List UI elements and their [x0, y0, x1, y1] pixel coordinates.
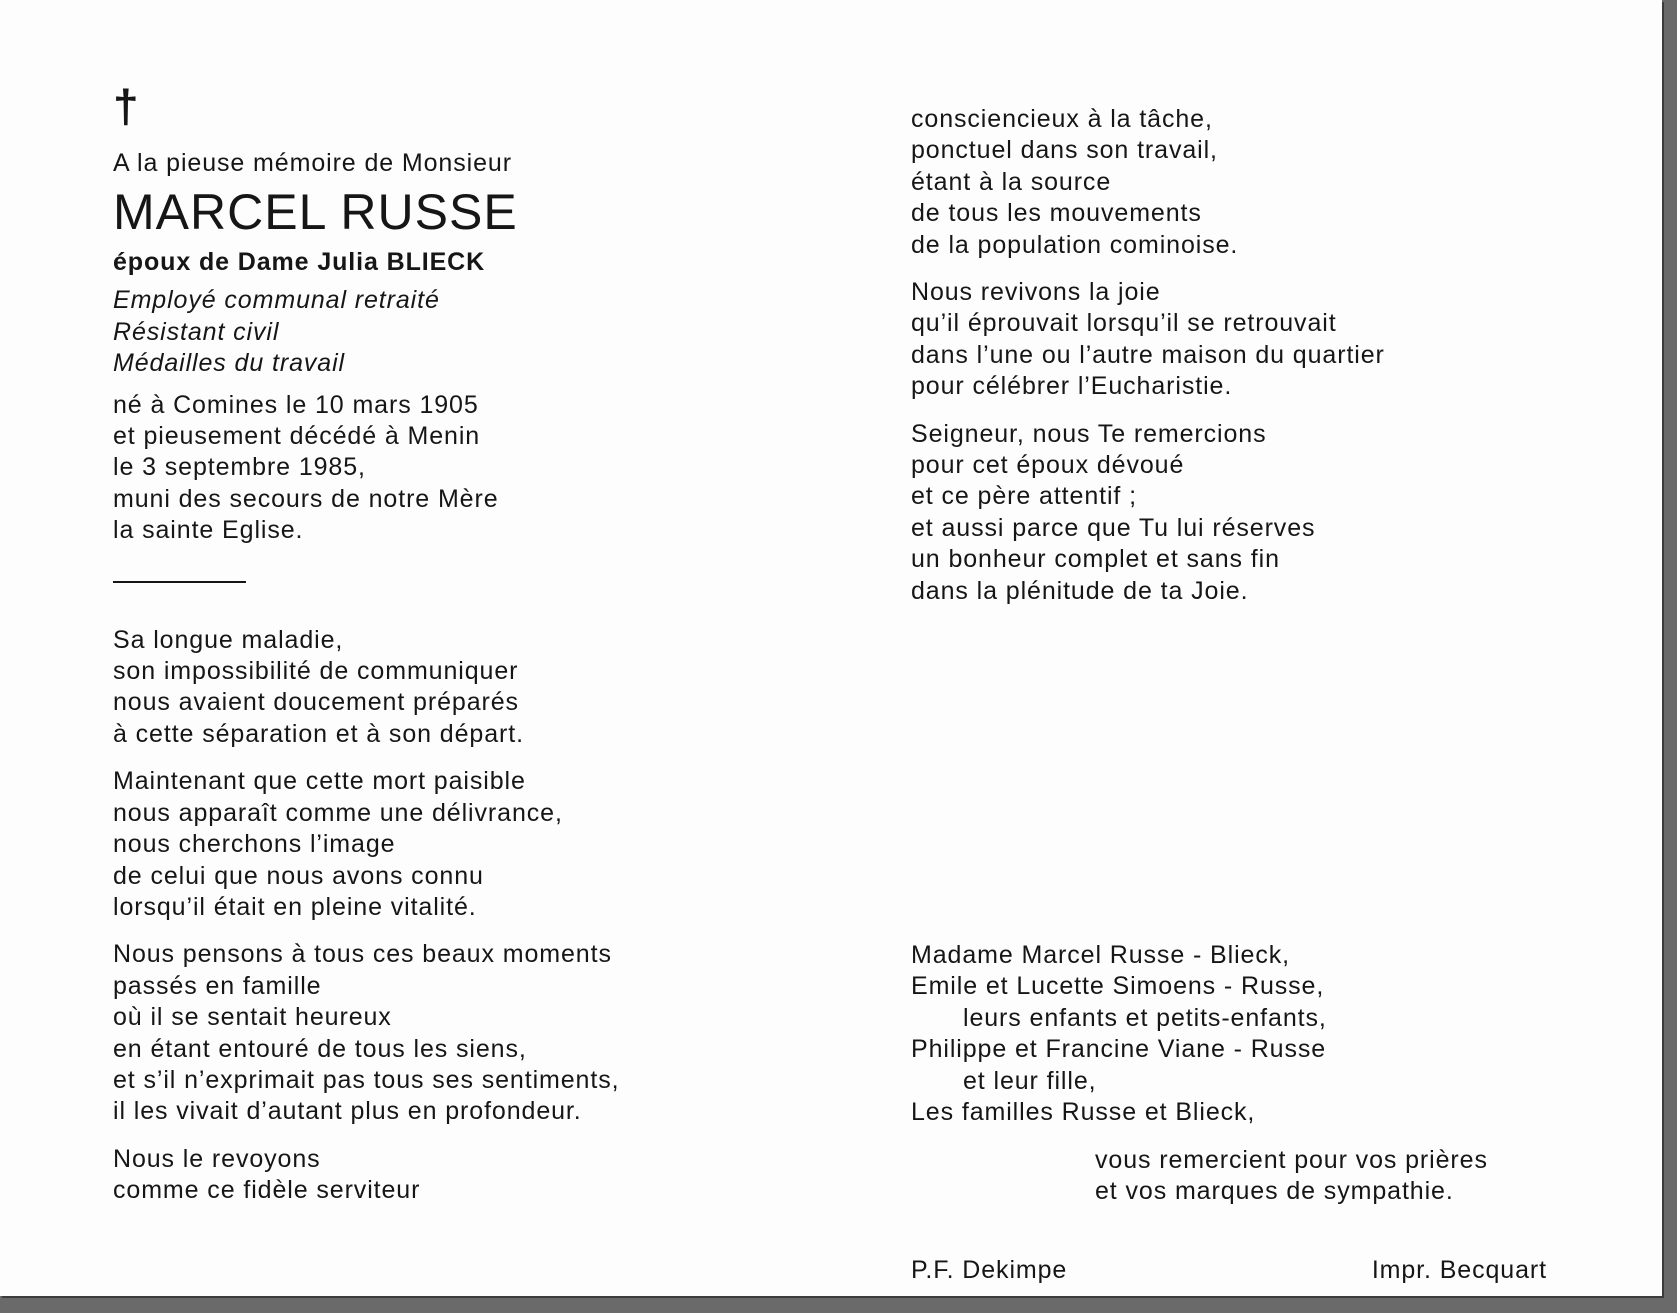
text-line: son impossibilité de communiquer [113, 657, 519, 686]
text-line: et ce père attentif ; [911, 482, 1137, 511]
text-line: pour célébrer l’Eucharistie. [911, 372, 1233, 401]
text-line: nous apparaît comme une délivrance, [113, 798, 563, 827]
text-line: nous avaient doucement préparés [113, 688, 519, 717]
right-column [911, 104, 1611, 623]
text-line: lorsqu’il était en pleine vitalité. [113, 892, 477, 921]
paragraph [113, 625, 873, 751]
text-line: passés en famille [113, 971, 322, 1000]
text-line: à cette séparation et à son départ. [113, 719, 524, 748]
text-line: nous cherchons l’image [113, 830, 396, 859]
text-line: Maintenant que cette mort paisible [113, 767, 526, 796]
family-block [911, 940, 1611, 1128]
family-line: et leur fille, [963, 1066, 1097, 1095]
paragraph [113, 766, 873, 923]
paragraph [911, 419, 1611, 607]
title-line: Résistant civil [113, 317, 280, 346]
family-line: Madame Marcel Russe - Blieck, [911, 941, 1290, 969]
text-line: pour cet époux dévoué [911, 451, 1185, 480]
text-line: en étant entouré de tous les siens, [113, 1034, 527, 1063]
text-line: muni des secours de notre Mère [113, 484, 499, 513]
text-line: comme ce fidèle serviteur [113, 1176, 421, 1205]
text-line: Seigneur, nous Te remercions [911, 419, 1267, 448]
text-line: le 3 septembre 1985, [113, 453, 366, 482]
text-line: et s’il n’exprimait pas tous ses sentiments, [113, 1065, 620, 1094]
deceased-name: MARCEL RUSSE [113, 184, 518, 241]
title-line: Employé communal retraité [113, 286, 440, 315]
text-line: un bonheur complet et sans fin [911, 545, 1280, 574]
family-line: leurs enfants et petits-enfants, [963, 1003, 1327, 1032]
titles-block [113, 285, 873, 379]
title-line: Médailles du travail [113, 349, 345, 378]
funeral-home: P.F. Dekimpe [911, 1256, 1068, 1284]
text-line: il les vivait d’autant plus en profondeur. [113, 1097, 582, 1126]
text-line: de celui que nous avons connu [113, 861, 484, 890]
divider [113, 581, 246, 583]
text-line: ponctuel dans son travail, [911, 136, 1218, 165]
paragraph [113, 1144, 873, 1207]
text-line: Sa longue maladie, [113, 625, 344, 654]
left-column [113, 80, 873, 1223]
cross-icon: † [113, 80, 139, 132]
family-line: Emile et Lucette Simoens - Russe, [911, 972, 1325, 1001]
text-line: Nous le revoyons [113, 1144, 321, 1173]
text-line: où il se sentait heureux [113, 1003, 392, 1032]
text-line: la sainte Eglise. [113, 516, 304, 545]
paragraph [113, 939, 873, 1127]
text-line: consciencieux à la tâche, [911, 105, 1213, 133]
text-line: né à Comines le 10 mars 1905 [113, 390, 479, 419]
text-line: dans l’une ou l’autre maison du quartier [911, 340, 1385, 369]
text-line: de tous les mouvements [911, 199, 1202, 228]
thanks-line: et vos marques de sympathie. [1095, 1177, 1454, 1206]
right-paragraphs [911, 104, 1611, 607]
intro-line: A la pieuse mémoire de Monsieur [113, 149, 512, 177]
text-line: dans la plénitude de ta Joie. [911, 576, 1249, 605]
spouse-line: époux de Dame Julia BLIECK [113, 248, 486, 277]
family-line: Philippe et Francine Viane - Russe [911, 1035, 1327, 1064]
text-line: Nous revivons la joie [911, 278, 1161, 307]
thanks-block [1095, 1145, 1595, 1208]
text-line: de la population cominoise. [911, 230, 1239, 259]
text-line: et aussi parce que Tu lui réserves [911, 513, 1316, 542]
text-line: Nous pensons à tous ces beaux moments [113, 940, 612, 969]
printer-credit: Impr. Becquart [1371, 1256, 1547, 1284]
paragraph [911, 104, 1611, 261]
text-line: étant à la source [911, 167, 1112, 196]
family-line: Les familles Russe et Blieck, [911, 1098, 1256, 1127]
thanks-line: vous remercient pour vos prières [1095, 1146, 1488, 1174]
paragraph [911, 277, 1611, 403]
text-line: et pieusement décédé à Menin [113, 422, 481, 451]
dates-block [113, 390, 873, 547]
text-line: qu’il éprouvait lorsqu’il se retrouvait [911, 309, 1337, 338]
left-paragraphs [113, 625, 873, 1207]
